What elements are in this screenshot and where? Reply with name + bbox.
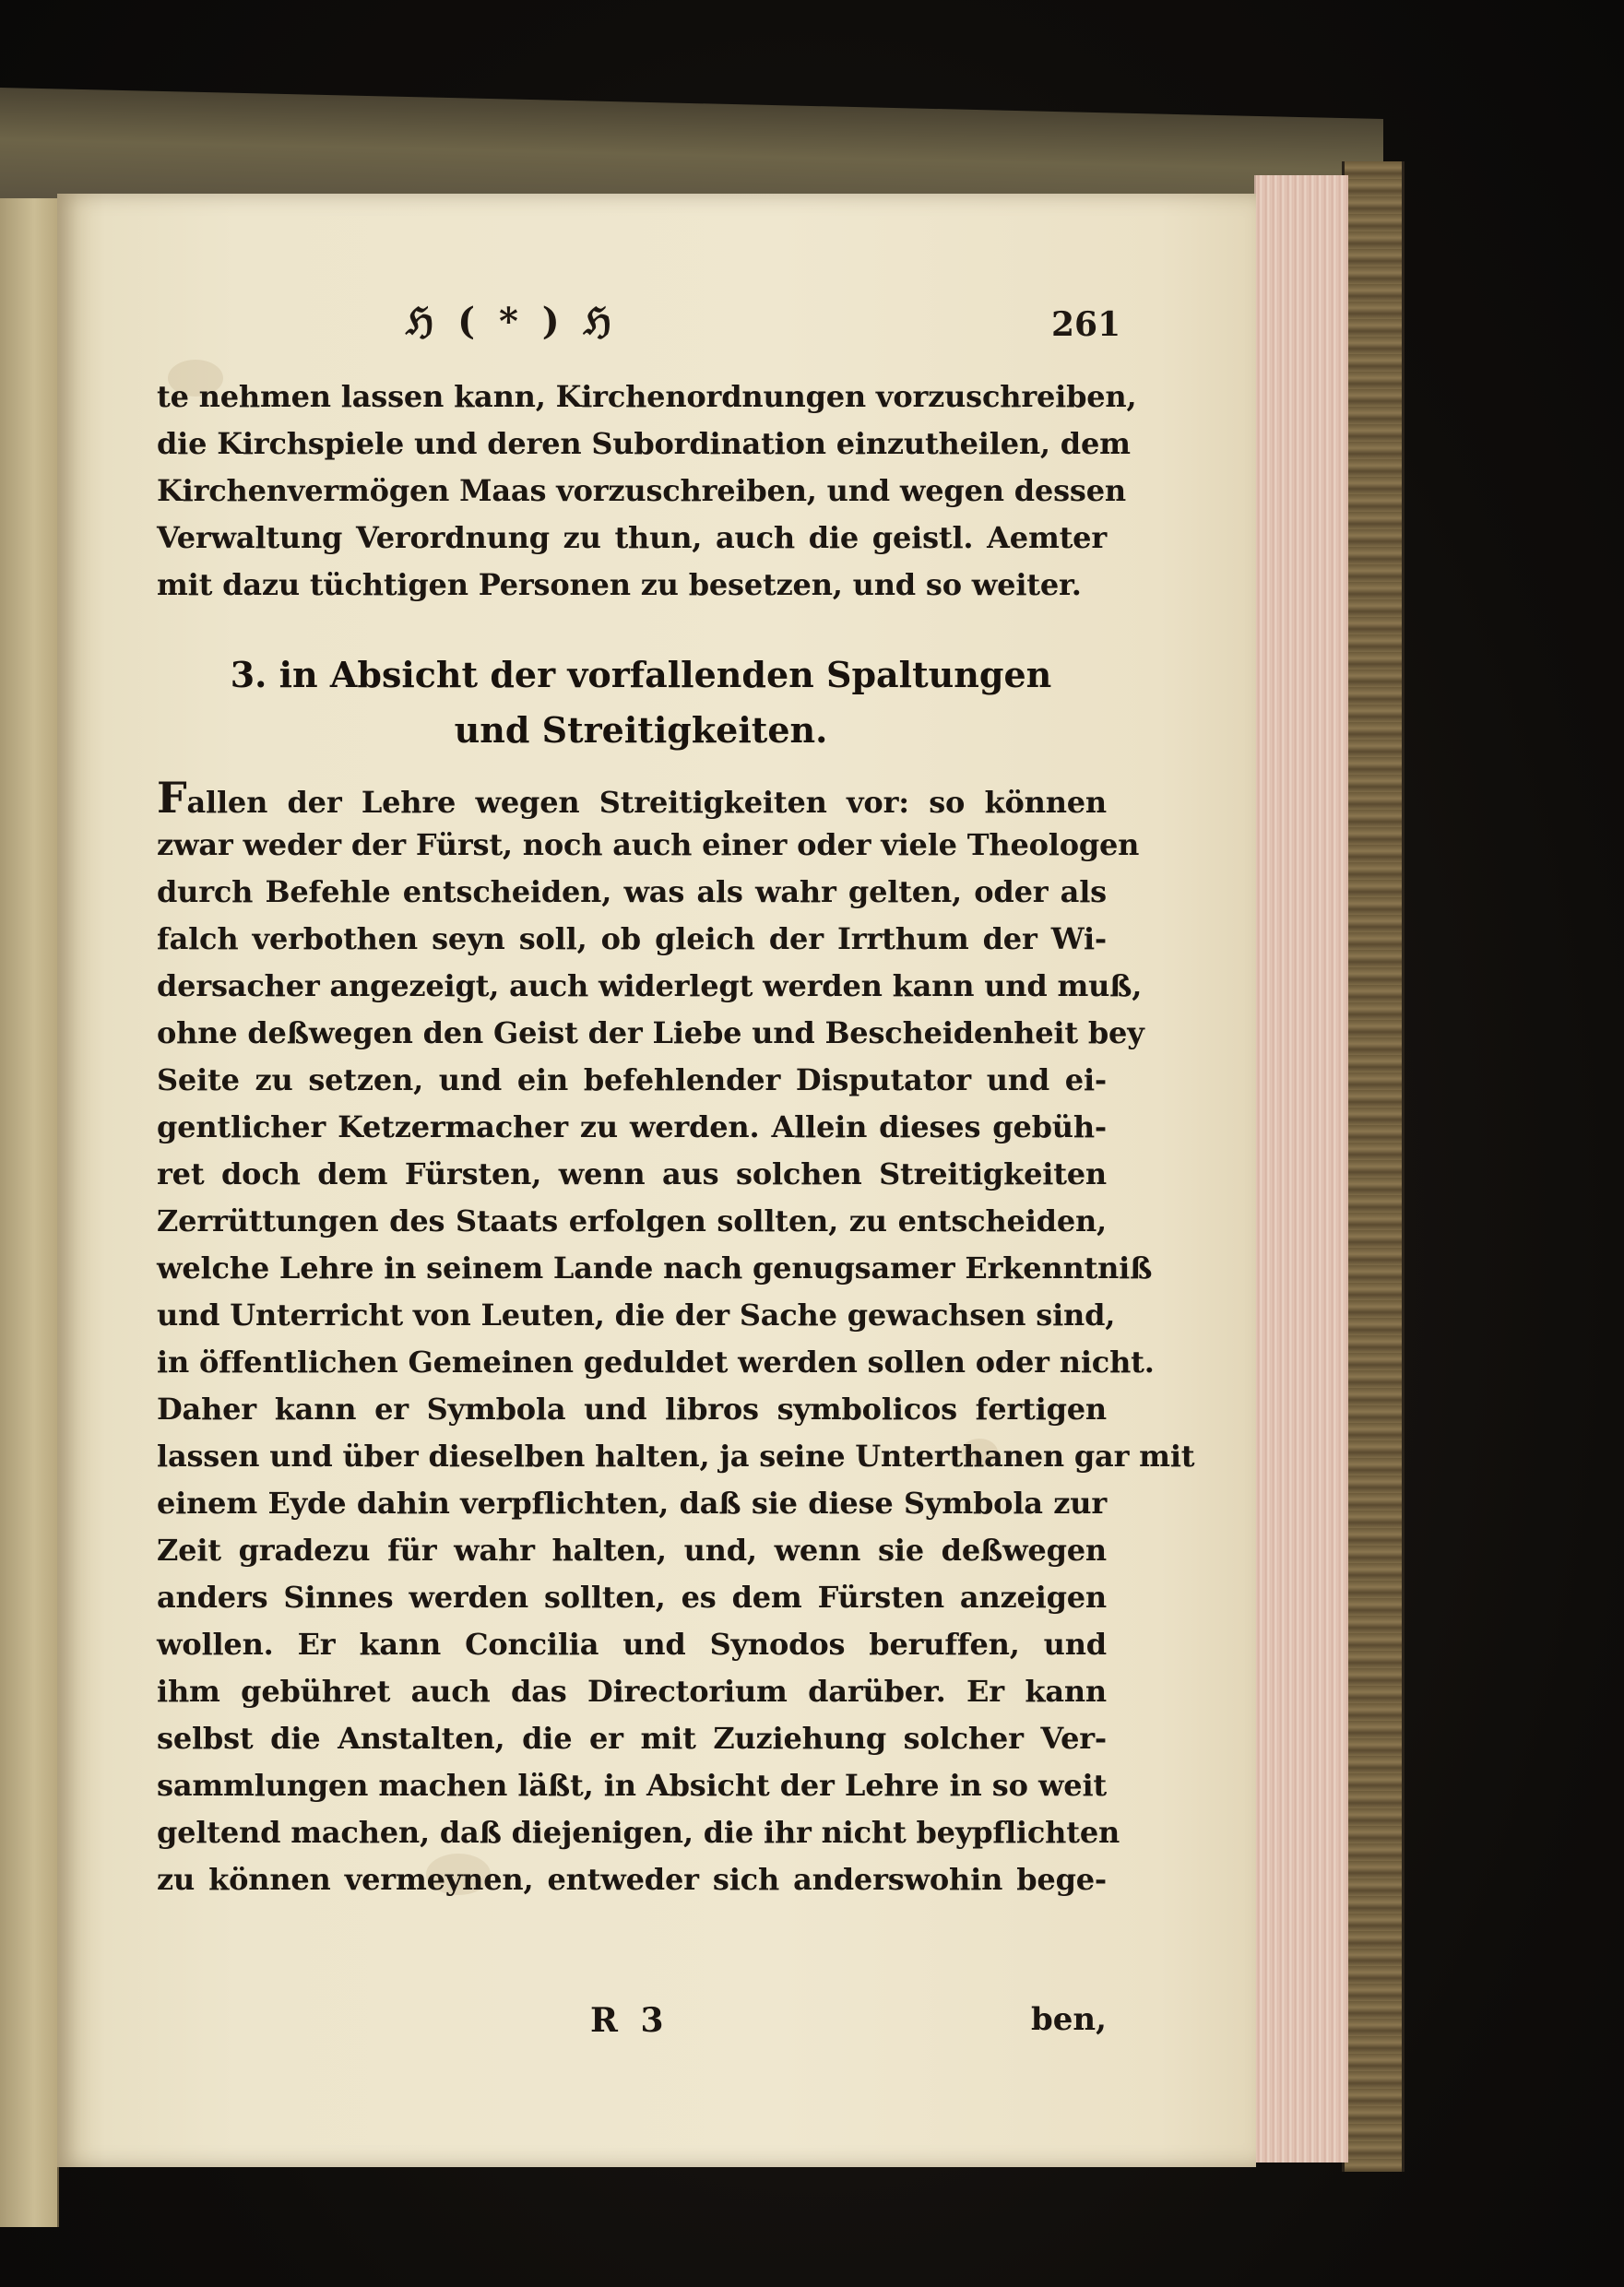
text-line: zwar weder der Fürst, noch auch einer oder viele Theologen [157,827,1140,862]
text-line: mit dazu tüchtigen Personen zu besetzen, und so weiter. [157,567,1082,602]
section-heading [157,647,1107,758]
catchword: ben, [1031,2001,1107,2038]
page-block-edge [1254,175,1348,2163]
text-line: in öffentlichen Gemeinen geduldet werden sollen oder nicht. [157,1345,1155,1380]
text-line: wollen. Er kann Concilia und Synodos beruffen, und [157,1627,1107,1662]
text-line: Kirchenvermögen Maas vorzuschreiben, und wegen dessen [157,473,1126,508]
text-line-first-rest: allen der Lehre wegen Streitigkeiten vor: so können [186,785,1107,820]
page-text [157,373,1195,1903]
signature-mark: R 3 [590,2001,670,2040]
text-line: anders Sinnes werden sollten, es dem Fürsten anzeigen [157,1580,1107,1615]
text-line: dersacher angezeigt, auch widerlegt werden kann und muß, [157,968,1143,1003]
text-line: durch Befehle entscheiden, was als wahr gelten, oder als [157,874,1107,909]
section-heading-line: und Streitigkeiten. [454,709,828,751]
text-line: sammlungen machen läßt, in Absicht der Lehre in so weit [157,1768,1107,1803]
text-line: Zerrüttungen des Staats erfolgen sollten, zu entscheiden, [157,1203,1107,1238]
text-line: Daher kann er Symbola und libros symbolicos fertigen [157,1392,1107,1427]
text-line: Zeit gradezu für wahr halten, und, wenn sie deßwegen [157,1533,1107,1568]
facing-page-edge [0,198,59,2227]
drop-initial: F [157,773,187,823]
text-line: ret doch dem Fürsten, wenn aus solchen Streitigkeiten [157,1156,1107,1191]
page-number: 261 [1051,305,1121,344]
text-line: ihm gebühret auch das Directorium darüber. Er kann [157,1674,1107,1709]
book-cover-board [1342,161,1405,2172]
text-line: lassen und über dieselben halten, ja seine Unterthanen gar mit [157,1439,1195,1474]
text-line: und Unterricht von Leuten, die der Sache gewachsen sind, [157,1298,1116,1333]
text-line: ohne deßwegen den Geist der Liebe und Bescheidenheit bey [157,1015,1144,1050]
text-line: geltend machen, daß diejenigen, die ihr nicht beypflichten [157,1815,1120,1850]
running-header [406,300,1236,355]
text-line: die Kirchspiele und deren Subordination einzutheilen, dem [157,426,1131,461]
section-heading-line: 3. in Absicht der vorfallenden Spaltungen [230,654,1052,695]
text-line: Seite zu setzen, und ein befehlender Disputator und ei- [157,1062,1107,1097]
paragraph-main [157,773,1195,1903]
text-line: Verwaltung Verordnung zu thun, auch die geistl. Aemter [157,520,1107,555]
text-line: welche Lehre in seinem Lande nach genugsamer Erkenntniß [157,1250,1153,1286]
text-line: einem Eyde dahin verpflichten, daß sie diese Symbola zur [157,1486,1107,1521]
text-line: falch verbothen seyn soll, ob gleich der Irrthum der Wi- [157,921,1107,956]
header-ornament: ℌ ( * ) ℌ [406,300,617,343]
text-line: te nehmen lassen kann, Kirchenordnungen vorzuschreiben, [157,379,1137,414]
page-footer [590,2001,1107,2056]
text-line: selbst die Anstalten, die er mit Zuziehung solcher Ver- [157,1721,1107,1756]
paragraph-continuation [157,373,1137,609]
text-line: gentlicher Ketzermacher zu werden. Allein dieses gebüh- [157,1109,1107,1144]
text-line-first [157,775,1107,822]
text-line: zu können vermeynen, entweder sich anderswohin bege- [157,1862,1107,1897]
